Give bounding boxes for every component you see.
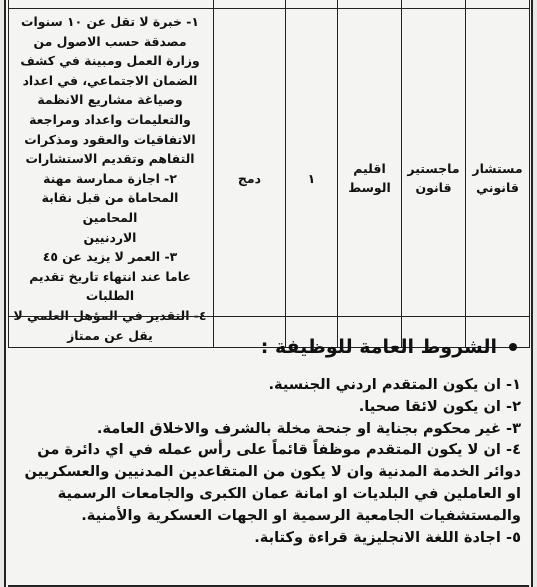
cell-type: دمج [214, 9, 286, 348]
condition-line: ٣- غير محكوم بجناية او جنحة مخلة بالشرف والاخلاق العامة. [96, 419, 521, 437]
condition-line: ٢- ان يكون لائقا صحيا. [358, 397, 521, 415]
requirement-2: ٢- اجازة ممارسة مهنة المحاماة من قبل نقابة المحامين الاردنيين [41, 170, 179, 245]
condition-line: والمستشفيات الجامعية الرسمية او الجهات العسكرية والأمنية. [81, 506, 521, 524]
requirement-1: ١- خبرة لا تقل عن ١٠ سنوات مصدقة حسب الاصول من وزارة العمل ومبينة في كشف الضمان الاجتماعي، في اعداد وصياغة مشاريع الانظمة والتعليمات واعداد ومراجعة الاتفاقيات والعقود ومذكرات التفاهم وتقديم الاستشارات [20, 14, 200, 167]
condition-line: ١- ان يكون المتقدم اردني الجنسية. [268, 376, 521, 393]
table-row [9, 9, 530, 348]
bullet-icon [509, 343, 517, 351]
requirement-3: ٣- العمر لا يزيد عن ٤٥ عاما عند انتهاء تاريخ تقديم الطلبات [29, 249, 191, 304]
table-header-strip [9, 0, 530, 9]
general-conditions-title: الشروط العامة للوظيفة : [260, 336, 497, 358]
cell-requirements [9, 9, 214, 348]
jobs-table [8, 0, 530, 348]
condition-line: دوائر الخدمة المدنية وان لا يكون من المتقاعدين المدنيين والعسكريين [24, 463, 521, 481]
cell-region: اقليم الوسط [338, 9, 402, 348]
section-divider [8, 316, 529, 317]
general-conditions-list [11, 374, 521, 548]
job-ad-page [4, 0, 533, 587]
cell-qualification: ماجستير قانون [402, 9, 466, 348]
cell-count: ١ [286, 9, 338, 348]
requirement-4: ٤- التقدير في المؤهل العلمي لا يقل عن ممتاز [13, 307, 207, 343]
general-conditions-heading [261, 336, 517, 358]
condition-line: او العاملين في البلديات او امانة عمان الكبرى والجامعات الرسمية [57, 484, 521, 502]
condition-line: ٤- ان لا يكون المتقدم موظفاً قائماً على رأس عمله في اي دائرة من [37, 441, 521, 459]
condition-line: ٥- اجادة اللغة الانجليزية قراءة وكتابة. [254, 528, 521, 546]
cell-job-title: مستشار قانوني [466, 9, 530, 348]
